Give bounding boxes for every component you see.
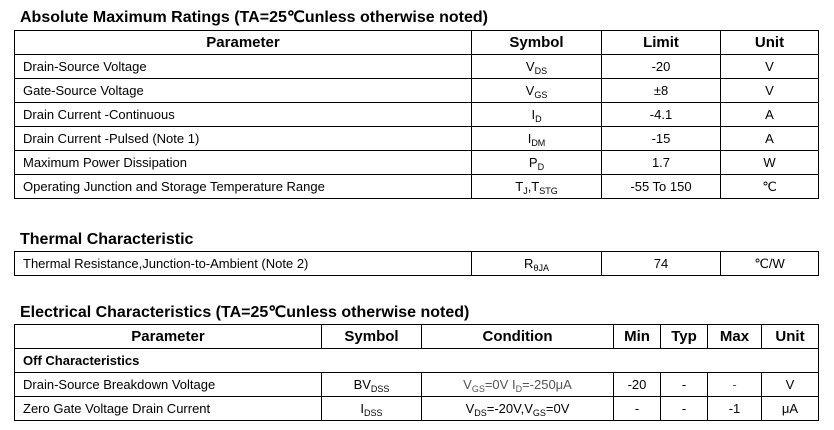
header-limit: Limit (602, 31, 721, 55)
parameter-cell: Drain Current -Pulsed (Note 1) (15, 127, 472, 151)
symbol-cell: $V_{DS}$ (472, 55, 602, 79)
abs-max-title: Absolute Maximum Ratings (TA=25℃unless otherwise noted) (20, 9, 488, 26)
max-cell: -1 (708, 397, 762, 421)
symbol-cell: $BV_{DSS}$ (322, 373, 422, 397)
limit-cell: -55 To 150 (602, 175, 721, 199)
max-cell: - (708, 373, 762, 397)
limit-cell: -15 (602, 127, 721, 151)
condition-cell: $V_{GS}=0V$ $I_D=-250\mu A$ (422, 373, 614, 397)
header-condition: Condition (422, 325, 614, 349)
limit-cell: -20 (602, 55, 721, 79)
parameter-cell: Drain Current -Continuous (15, 103, 472, 127)
table-row (15, 397, 819, 421)
header-unit: Unit (721, 31, 819, 55)
symbol-cell: $V_{GS}$ (472, 79, 602, 103)
parameter-cell: Drain-Source Voltage (15, 55, 472, 79)
unit-cell: ℃ (721, 175, 819, 199)
table-row (15, 55, 819, 79)
limit-cell: -4.1 (602, 103, 721, 127)
parameter-cell: Gate-Source Voltage (15, 79, 472, 103)
abs-max-table (14, 30, 819, 199)
symbol-cell: $T_J,T_{STG}$ (472, 175, 602, 199)
header-parameter: Parameter (15, 31, 472, 55)
unit-cell: A (721, 127, 819, 151)
thermal-table (14, 251, 819, 276)
limit-cell: 74 (602, 252, 721, 276)
section-row (15, 349, 819, 373)
table-header-row (15, 325, 819, 349)
symbol-cell: $R_{\theta JA}$ (472, 252, 602, 276)
table-row (15, 175, 819, 199)
header-symbol: Symbol (472, 31, 602, 55)
header-unit: Unit (762, 325, 819, 349)
header-parameter: Parameter (15, 325, 322, 349)
symbol-cell: $P_D$ (472, 151, 602, 175)
min-cell: -20 (614, 373, 661, 397)
limit-cell: 1.7 (602, 151, 721, 175)
parameter-cell: Operating Junction and Storage Temperature Range (15, 175, 472, 199)
typ-cell: - (661, 397, 708, 421)
min-cell: - (614, 397, 661, 421)
unit-cell: V (721, 55, 819, 79)
symbol-cell: $I_D$ (472, 103, 602, 127)
table-row (15, 151, 819, 175)
unit-cell: A (721, 103, 819, 127)
parameter-cell: Thermal Resistance,Junction-to-Ambient (Note 2) (15, 252, 472, 276)
unit-cell: V (762, 373, 819, 397)
unit-cell: W (721, 151, 819, 175)
table-row (15, 79, 819, 103)
table-row (15, 127, 819, 151)
table-header-row (15, 31, 819, 55)
thermal-title: Thermal Characteristic (20, 231, 194, 248)
unit-cell: μA (762, 397, 819, 421)
table-row (15, 252, 819, 276)
header-min: Min (614, 325, 661, 349)
table-row (15, 103, 819, 127)
typ-cell: - (661, 373, 708, 397)
electrical-table (14, 324, 819, 421)
limit-cell: ±8 (602, 79, 721, 103)
parameter-cell: Zero Gate Voltage Drain Current (15, 397, 322, 421)
unit-cell: ℃/W (721, 252, 819, 276)
symbol-cell: $I_{DM}$ (472, 127, 602, 151)
header-max: Max (708, 325, 762, 349)
parameter-cell: Drain-Source Breakdown Voltage (15, 373, 322, 397)
table-row (15, 373, 819, 397)
header-symbol: Symbol (322, 325, 422, 349)
symbol-cell: $I_{DSS}$ (322, 397, 422, 421)
unit-cell: V (721, 79, 819, 103)
header-typ: Typ (661, 325, 708, 349)
electrical-title: Electrical Characteristics (TA=25℃unless otherwise noted) (20, 304, 470, 321)
parameter-cell: Maximum Power Dissipation (15, 151, 472, 175)
section-label: Off Characteristics (15, 349, 819, 373)
condition-cell: $V_{DS}=-20V,V_{GS}=0V$ (422, 397, 614, 421)
